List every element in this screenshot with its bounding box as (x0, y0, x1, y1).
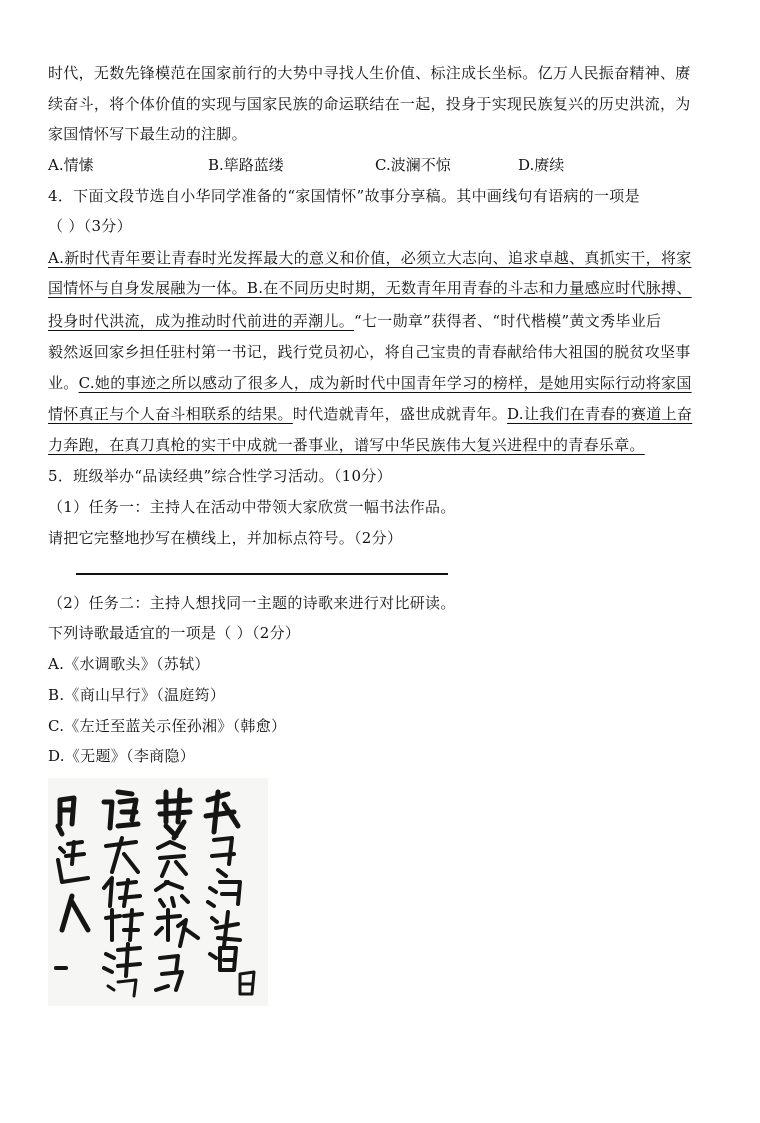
q4-passage-line-5 (48, 373, 692, 393)
q4-plain-text: “七一勋章”获得者、“时代楷模”黄文秀毕业后 (354, 312, 662, 330)
q3-option-a[interactable]: A.情愫 (48, 156, 94, 174)
q4-passage-line-3 (48, 311, 661, 331)
q4-plain-text: 业。 (48, 374, 79, 392)
q5-task1-title: （1）任务一：主持人在活动中带领大家欣赏一幅书法作品。 (48, 498, 456, 516)
q4-passage-line-4: 毅然返回家乡担任驻村第一书记，践行党员初心，将自己宝贵的青春献给伟大祖国的脱贫攻坚事 (48, 343, 691, 361)
q4-answer-bracket[interactable]: （ ）（3分） (48, 217, 132, 235)
q5-option-a[interactable]: A.《水调歌头》（苏轼） (48, 655, 210, 673)
q4-plain-text: 时代造就青年，盛世成就青年。 (292, 405, 508, 423)
calligraphy-image (48, 778, 268, 1006)
q3-passage-line-3: 家国情怀写下最生动的注脚。 (48, 125, 247, 143)
q4-underlined-c: C.她的事迹之所以感动了很多人，成为新时代中国青年学习的榜样，是她用实际行动将家国 (78, 374, 692, 392)
calligraphy-strokes (48, 778, 268, 1006)
q3-passage-line-1: 时代，无数先锋模范在国家前行的大势中寻找人生价值、标注成长坐标。亿万人民振奋精神、赓 (48, 64, 691, 82)
q3-passage-line-2: 续奋斗，将个体价值的实现与国家民族的命运联结在一起，投身于实现民族复兴的历史洪流，为 (48, 95, 691, 113)
q5-option-b[interactable]: B.《商山早行》（温庭筠） (48, 686, 226, 704)
answer-blank-line[interactable] (76, 573, 448, 575)
q3-option-b[interactable]: B.筚路蓝缕 (208, 156, 284, 174)
q4-passage-line-1: A.新时代青年要让青春时光发挥最大的意义和价值，必须立大志向、追求卓越、真抓实干，将家 (48, 249, 692, 267)
q5-task2-title: （2）任务二：主持人想找同一主题的诗歌来进行对比研读。 (48, 594, 456, 612)
q4-stem: 4．下面文段节选自小华同学准备的“家国情怀”故事分享稿。其中画线句有语病的一项是 (48, 187, 640, 205)
q4-passage-line-7: 力奔跑，在真刀真枪的实干中成就一番事业，谱写中华民族伟大复兴进程中的青春乐章。 (48, 436, 645, 454)
q4-underlined-c-end: 情怀真正与个人奋斗相联系的结果。 (48, 405, 293, 423)
q4-underlined-d: D.让我们在青春的赛道上奋 (507, 405, 693, 423)
q4-underlined-b-end: 投身时代洪流，成为推动时代前进的弄潮儿。 (48, 312, 355, 330)
q4-passage-line-6 (48, 404, 692, 424)
q5-task1-instruction: 请把它完整地抄写在横线上，并加标点符号。（2分） (48, 529, 403, 547)
q5-stem: 5．班级举办“品读经典”综合性学习活动。（10分） (48, 467, 392, 485)
q5-option-c[interactable]: C.《左迁至蓝关示侄孙湘》（韩愈） (48, 717, 287, 735)
q3-option-c[interactable]: C.波澜不惊 (375, 156, 451, 174)
q5-task2-question: 下列诗歌最适宜的一项是（ ）（2分） (48, 624, 301, 642)
q4-passage-line-2: 国情怀与自身发展融为一体。B.在不同历史时期，无数青年用青春的斗志和力量感应时代脉搏、 (48, 279, 692, 297)
q5-option-d[interactable]: D.《无题》（李商隐） (48, 747, 196, 765)
q3-option-d[interactable]: D.赓续 (518, 156, 565, 174)
